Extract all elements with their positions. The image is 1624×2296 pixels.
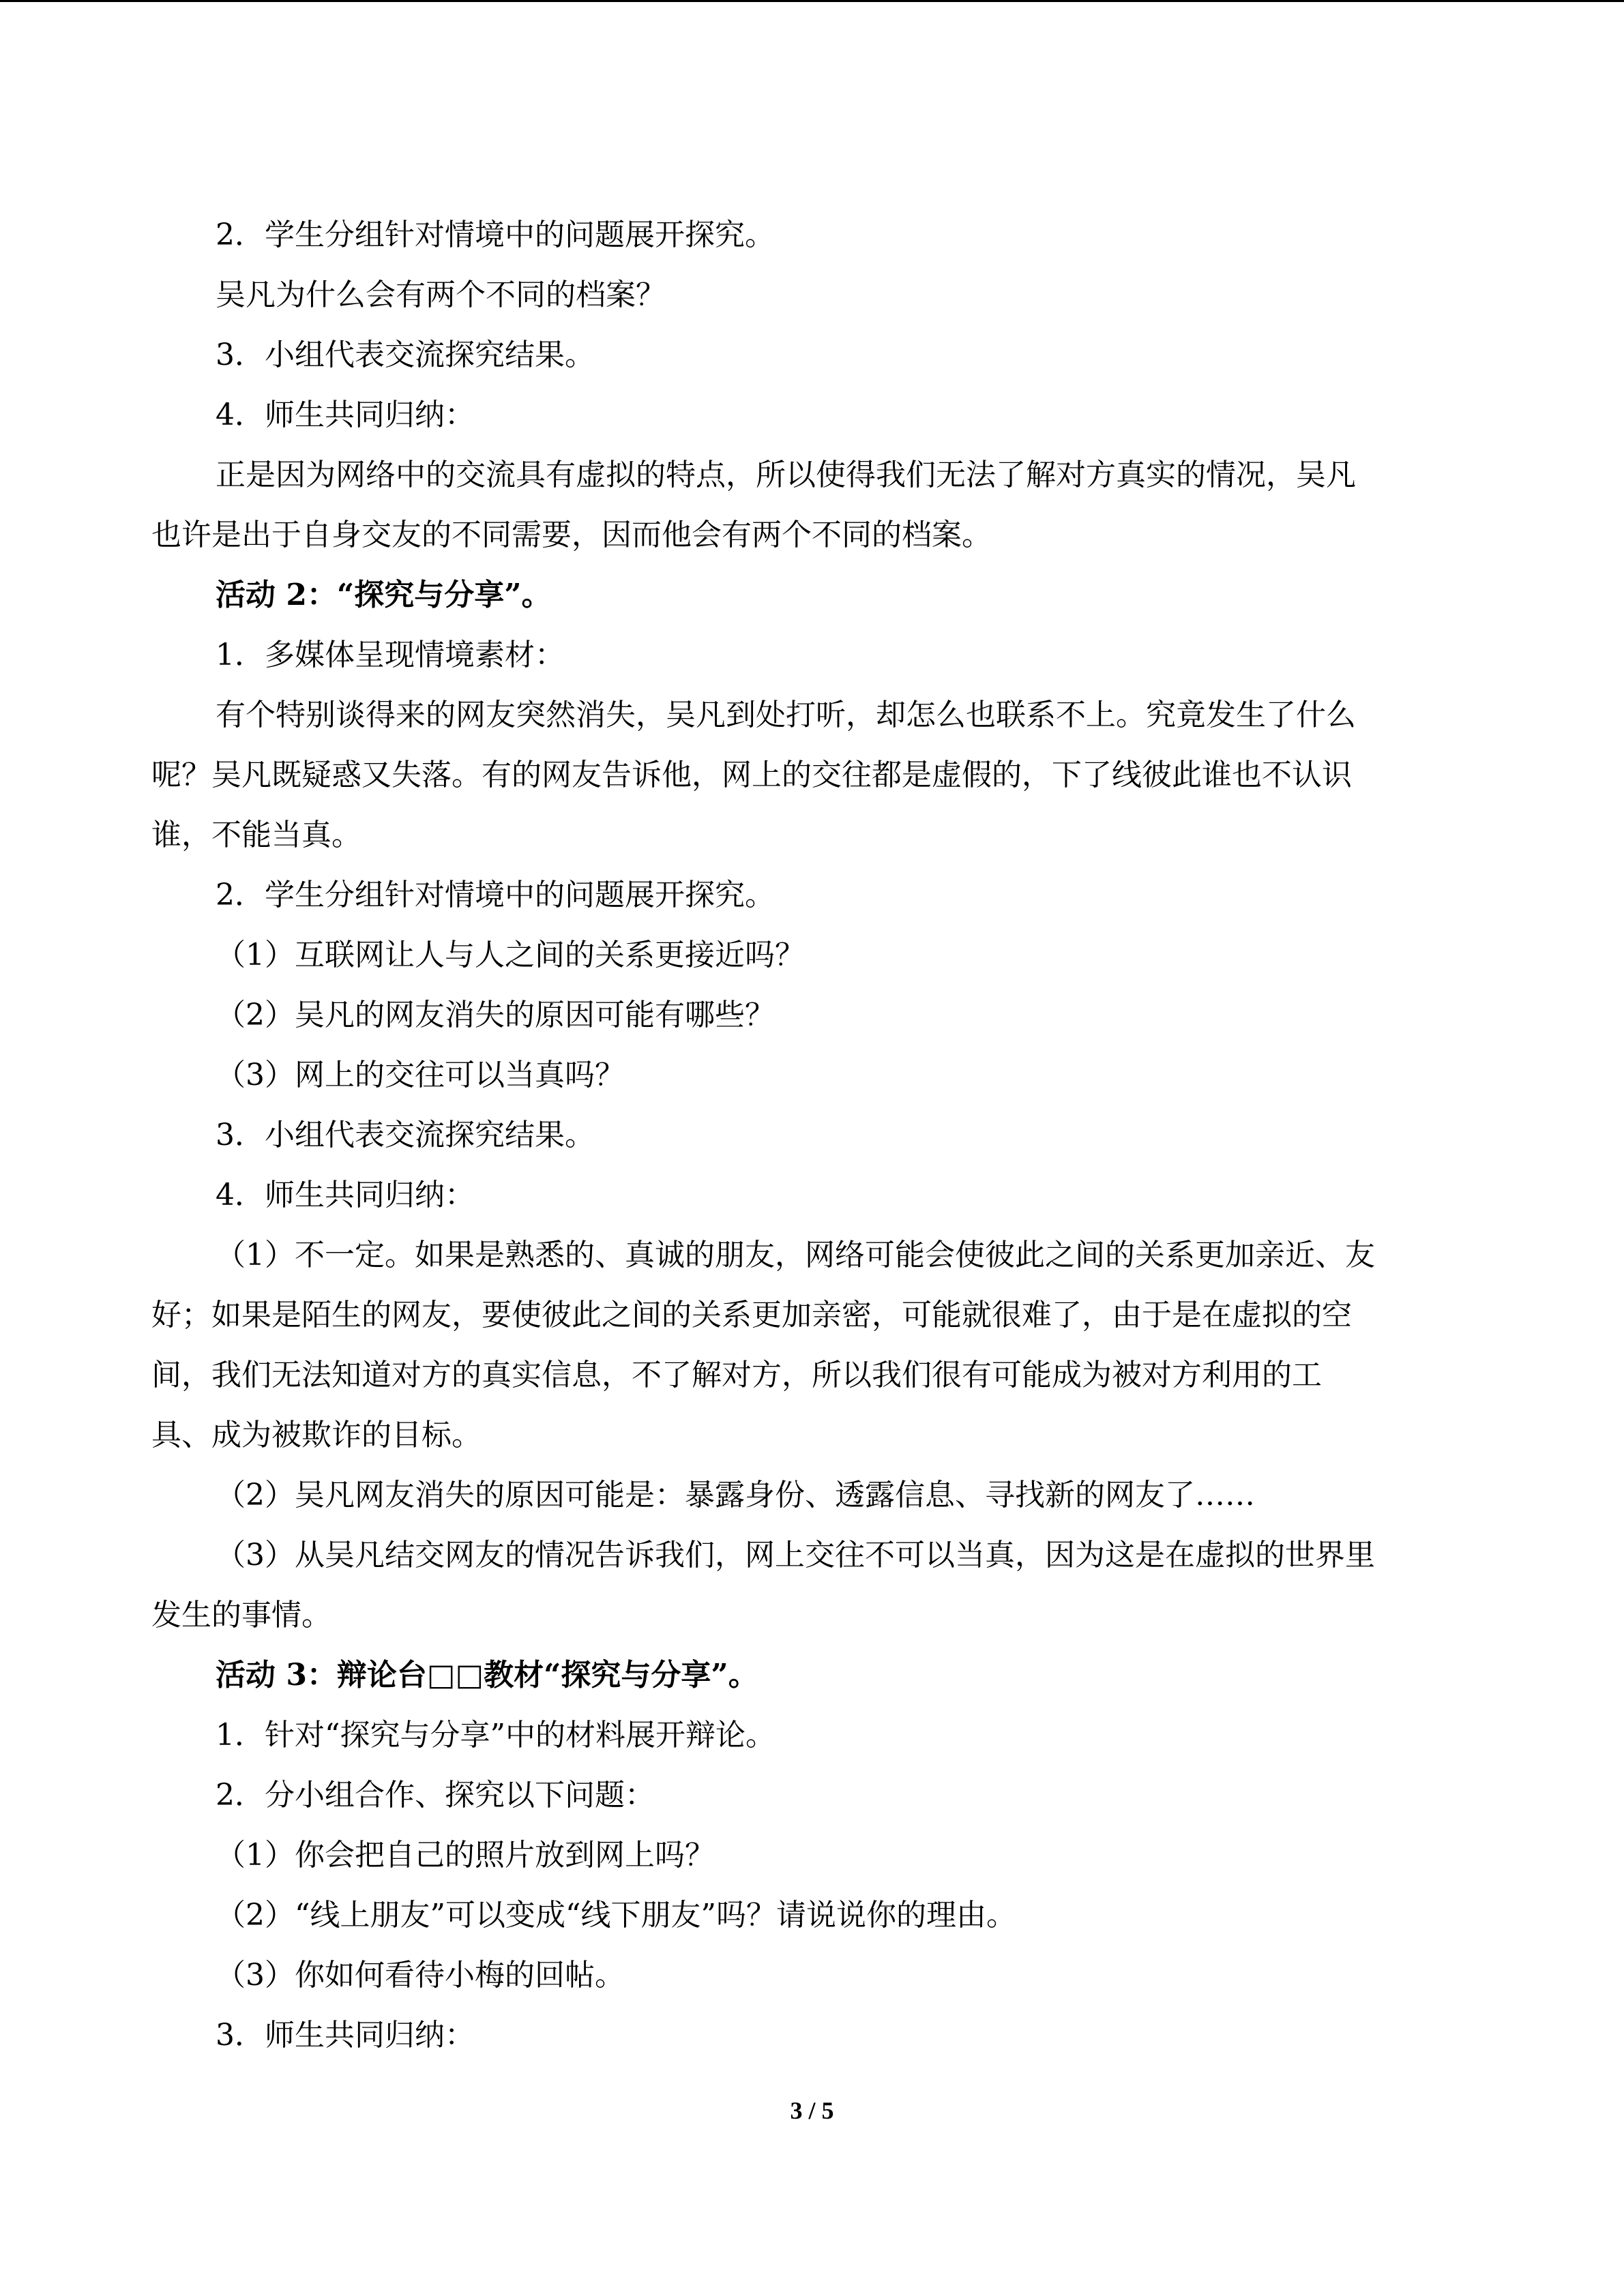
top-border (0, 0, 1624, 2)
step-2-group-cooperation: 2．分小组合作、探究以下问题： (216, 1778, 655, 1813)
page-number: 3 / 5 (790, 2097, 834, 2124)
scenario-paragraph: 有个特别谈得来的网友突然消失，吴凡到处打听，却怎么也联系不上。究竟发生了什么 (216, 698, 1356, 732)
activity-2-heading: 活动 2：“探究与分享”。 (216, 578, 552, 612)
activity-3-heading: 活动 3：辩论台□□教材“探究与分享”。 (216, 1658, 758, 1693)
question-2: （2）吴凡的网友消失的原因可能有哪些？ (216, 998, 775, 1032)
question-3: （3）网上的交往可以当真吗？ (216, 1058, 625, 1092)
answer-2: （2）吴凡网友消失的原因可能是：暴露身份、透露信息、寻找新的网友了…… (216, 1478, 1255, 1512)
answer-1-cont-2: 间，我们无法知道对方的真实信息，不了解对方，所以我们很有可能成为被对方利用的工 (151, 1358, 1322, 1392)
scenario-paragraph-cont-2: 谁，不能当真。 (151, 818, 361, 852)
answer-3: （3）从吴凡结交网友的情况告诉我们，网上交往不可以当真，因为这是在虚拟的世界里 (216, 1538, 1375, 1572)
step-2-group-inquiry-b: 2．学生分组针对情境中的问题展开探究。 (216, 878, 775, 912)
question-two-profiles: 吴凡为什么会有两个不同的档案？ (216, 278, 666, 312)
answer-3-cont: 发生的事情。 (151, 1598, 331, 1632)
step-3-exchange-results-b: 3．小组代表交流探究结果。 (216, 1118, 595, 1152)
paragraph-virtual-nature-cont: 也许是出于自身交友的不同需要，因而他会有两个不同的档案。 (151, 518, 992, 552)
answer-1-cont-1: 好；如果是陌生的网友，要使彼此之间的关系更加亲密，可能就很难了，由于是在虚拟的空 (151, 1298, 1352, 1332)
debate-question-3: （3）你如何看待小梅的回帖。 (216, 1958, 625, 1993)
step-3-summary: 3．师生共同归纳： (216, 2018, 475, 2053)
step-1-debate: 1．针对“探究与分享”中的材料展开辩论。 (216, 1718, 776, 1753)
step-1-multimedia: 1．多媒体呈现情境素材： (216, 638, 565, 672)
step-2-group-inquiry: 2．学生分组针对情境中的问题展开探究。 (216, 218, 775, 252)
answer-1: （1）不一定。如果是熟悉的、真诚的朋友，网络可能会使彼此之间的关系更加亲近、友 (216, 1238, 1375, 1272)
question-1: （1）互联网让人与人之间的关系更接近吗？ (216, 938, 805, 972)
scenario-paragraph-cont-1: 呢？吴凡既疑惑又失落。有的网友告诉他，网上的交往都是虚假的，下了线彼此谁也不认识 (151, 758, 1352, 792)
step-4-summary-b: 4．师生共同归纳： (216, 1178, 475, 1212)
debate-question-2: （2）“线上朋友”可以变成“线下朋友”吗？请说说你的理由。 (216, 1898, 1016, 1933)
step-3-exchange-results: 3．小组代表交流探究结果。 (216, 338, 595, 372)
step-4-summary: 4．师生共同归纳： (216, 398, 475, 432)
answer-1-cont-3: 具、成为被欺诈的目标。 (151, 1418, 482, 1452)
debate-question-1: （1）你会把自己的照片放到网上吗？ (216, 1838, 715, 1873)
paragraph-virtual-nature: 正是因为网络中的交流具有虚拟的特点，所以使得我们无法了解对方真实的情况，吴凡 (216, 458, 1356, 492)
